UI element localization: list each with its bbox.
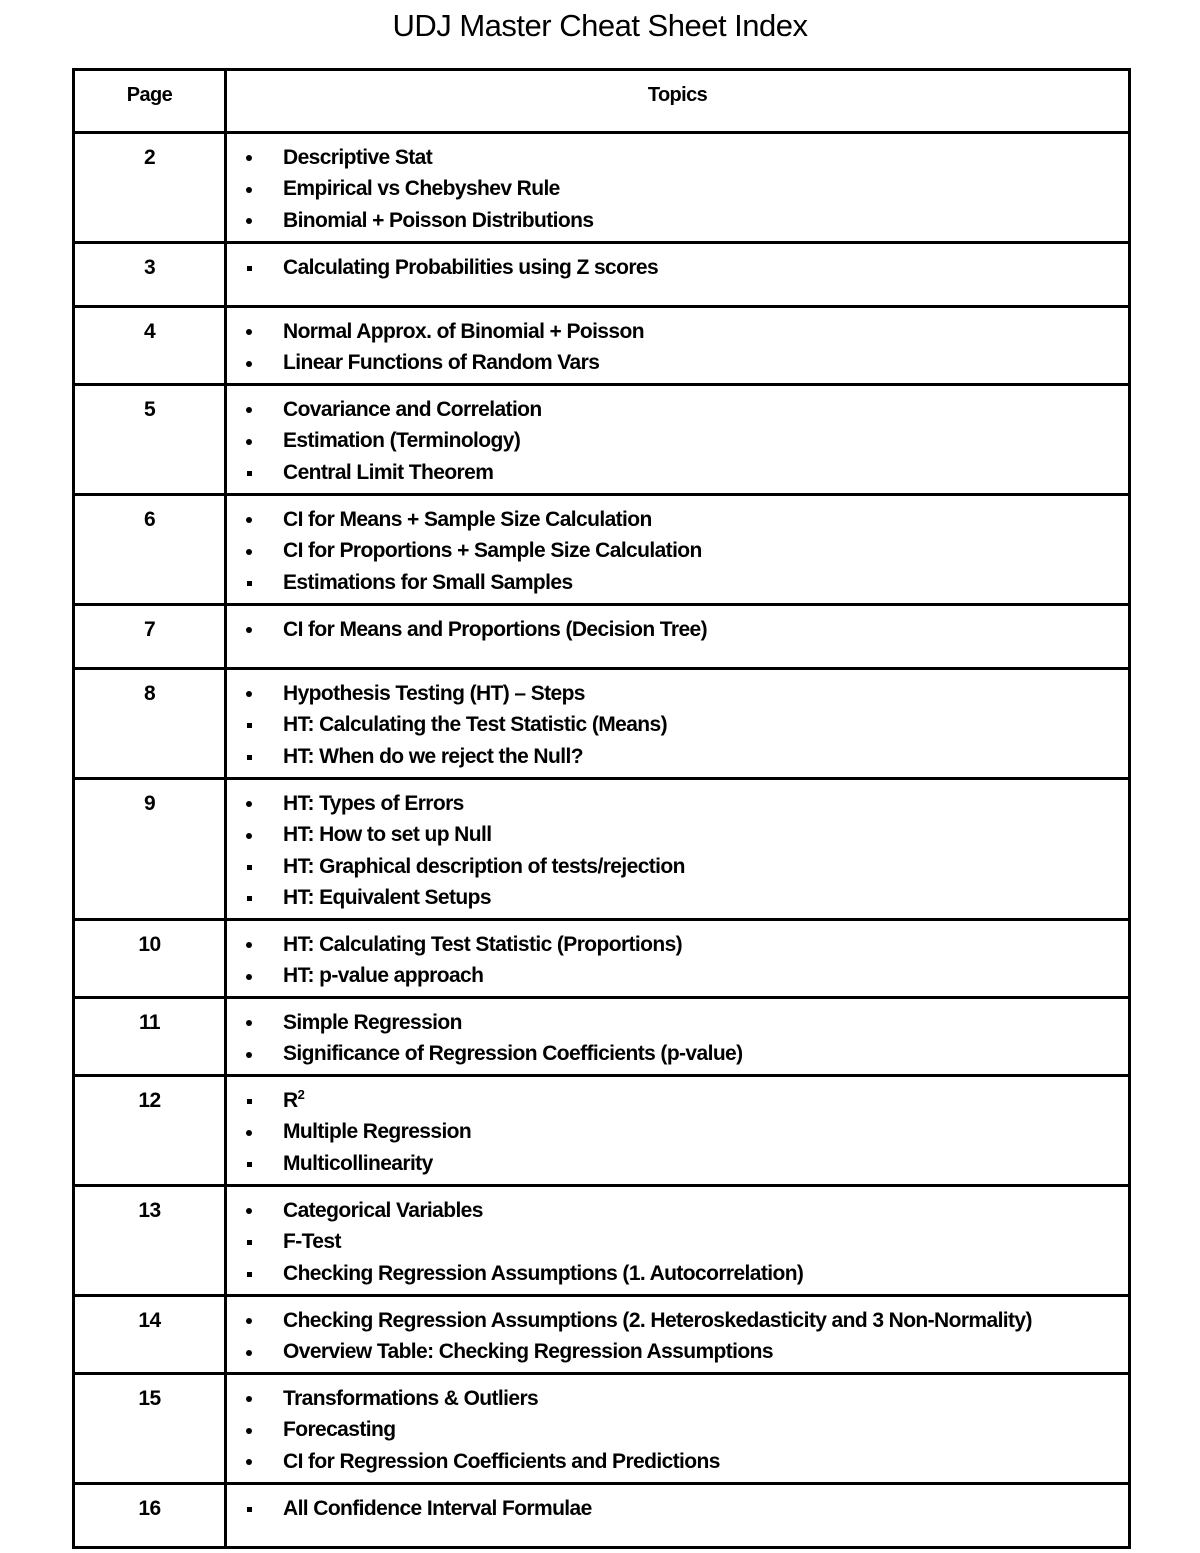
topic-item	[227, 425, 1128, 456]
topics-cell	[226, 605, 1130, 669]
topics-cell	[226, 385, 1130, 495]
topic-label: HT: When do we reject the Null?	[283, 744, 583, 768]
page-number-cell: 11	[74, 998, 226, 1076]
round-bullet-icon	[243, 1195, 255, 1226]
square-bullet-icon	[243, 252, 255, 283]
topic-label: HT: Equivalent Setups	[283, 886, 491, 910]
topic-list	[227, 929, 1128, 992]
topic-list	[227, 1085, 1128, 1179]
topic-label: CI for Means + Sample Size Calculation	[283, 508, 652, 531]
topic-item	[227, 142, 1128, 173]
topics-cell	[226, 998, 1130, 1076]
topic-item	[227, 252, 1128, 283]
round-bullet-icon	[243, 614, 255, 645]
topic-item	[227, 567, 1128, 598]
topic-item	[227, 741, 1128, 772]
round-bullet-icon	[243, 173, 255, 204]
topic-label: Empirical vs Chebyshev Rule	[283, 177, 560, 201]
round-bullet-icon	[243, 1007, 255, 1038]
topic-label: Binomial + Poisson Distributions	[283, 208, 594, 232]
index-table	[72, 68, 1131, 1549]
topic-item	[227, 205, 1128, 236]
square-bullet-icon	[243, 1226, 255, 1257]
topics-cell	[226, 1186, 1130, 1296]
topic-label: CI for Means and Proportions (Decision Tree)	[283, 618, 708, 641]
table-row	[74, 1374, 1130, 1484]
topics-cell	[226, 133, 1130, 243]
topic-item	[227, 173, 1128, 204]
table-row	[74, 307, 1130, 385]
round-bullet-icon	[243, 1414, 255, 1445]
table-row	[74, 669, 1130, 779]
topic-item	[227, 1258, 1128, 1289]
topic-item	[227, 1493, 1128, 1524]
round-bullet-icon	[243, 425, 255, 456]
topic-list	[227, 1493, 1128, 1524]
topic-label: Categorical Variables	[283, 1199, 483, 1222]
topic-list	[227, 678, 1128, 772]
table-row	[74, 385, 1130, 495]
topic-label: Descriptive Stat	[283, 146, 433, 169]
square-bullet-icon	[243, 1148, 255, 1179]
topic-list	[227, 316, 1128, 379]
round-bullet-icon	[243, 205, 255, 236]
topic-label: HT: Calculating the Test Statistic (Means)	[283, 713, 667, 737]
page-number-cell: 2	[74, 133, 226, 243]
topic-item	[227, 1446, 1128, 1477]
page-number-cell: 7	[74, 605, 226, 669]
table-row	[74, 495, 1130, 605]
topic-item	[227, 960, 1128, 991]
topic-item	[227, 1336, 1128, 1367]
topic-label: F-Test	[283, 1230, 341, 1254]
topic-item	[227, 1414, 1128, 1445]
topic-item	[227, 1195, 1128, 1226]
topic-item	[227, 819, 1128, 850]
topic-list	[227, 504, 1128, 598]
topic-label: Calculating Probabilities using Z scores	[283, 256, 659, 279]
topic-label: R	[283, 1089, 298, 1112]
topic-label: All Confidence Interval Formulae	[283, 1497, 592, 1520]
topic-list	[227, 142, 1128, 236]
round-bullet-icon	[243, 535, 255, 566]
topic-list	[227, 1383, 1128, 1477]
page-number-cell: 13	[74, 1186, 226, 1296]
topics-column-header: Topics	[226, 70, 1130, 133]
round-bullet-icon	[243, 1305, 255, 1336]
table-row	[74, 1296, 1130, 1374]
topic-item	[227, 1305, 1128, 1336]
topics-cell	[226, 1296, 1130, 1374]
topics-cell	[226, 1374, 1130, 1484]
topic-list	[227, 614, 1128, 645]
topics-cell	[226, 307, 1130, 385]
square-bullet-icon	[243, 709, 255, 740]
table-row	[74, 1484, 1130, 1548]
table-row	[74, 133, 1130, 243]
topic-list	[227, 1195, 1128, 1289]
topic-label: Forecasting	[283, 1418, 396, 1442]
topic-list	[227, 394, 1128, 488]
topic-item	[227, 678, 1128, 709]
round-bullet-icon	[243, 1116, 255, 1147]
topic-label: Hypothesis Testing (HT) – Steps	[283, 682, 585, 705]
topics-cell	[226, 779, 1130, 920]
page-title: UDJ Master Cheat Sheet Index	[392, 8, 808, 43]
table-row	[74, 998, 1130, 1076]
square-bullet-icon	[243, 882, 255, 913]
topic-item	[227, 316, 1128, 347]
page-number-cell: 16	[74, 1484, 226, 1548]
page-number-cell: 10	[74, 920, 226, 998]
topic-item	[227, 1226, 1128, 1257]
topic-item	[227, 1148, 1128, 1179]
topic-item	[227, 1085, 1128, 1116]
round-bullet-icon	[243, 678, 255, 709]
topic-label: Central Limit Theorem	[283, 460, 494, 484]
round-bullet-icon	[243, 394, 255, 425]
round-bullet-icon	[243, 819, 255, 850]
topic-item	[227, 1383, 1128, 1414]
page-number-cell: 6	[74, 495, 226, 605]
topic-item	[227, 535, 1128, 566]
topic-item	[227, 851, 1128, 882]
topic-label: Multicollinearity	[283, 1151, 433, 1175]
topics-cell	[226, 243, 1130, 307]
page-number-cell: 12	[74, 1076, 226, 1186]
table-row	[74, 243, 1130, 307]
topic-label: HT: Types of Errors	[283, 792, 464, 815]
topic-item	[227, 457, 1128, 488]
table-row	[74, 1076, 1130, 1186]
round-bullet-icon	[243, 1336, 255, 1367]
square-bullet-icon	[243, 741, 255, 772]
topic-label: HT: Calculating Test Statistic (Proportions)	[283, 933, 683, 956]
round-bullet-icon	[243, 142, 255, 173]
square-bullet-icon	[243, 1258, 255, 1289]
topic-list	[227, 1007, 1128, 1070]
topic-item	[227, 788, 1128, 819]
round-bullet-icon	[243, 1383, 255, 1414]
round-bullet-icon	[243, 929, 255, 960]
topic-label: Checking Regression Assumptions (2. Heteroskedasticity and 3 Non-Normality)	[283, 1309, 1032, 1332]
round-bullet-icon	[243, 1038, 255, 1069]
topic-item	[227, 1116, 1128, 1147]
topic-label: Linear Functions of Random Vars	[283, 351, 600, 375]
topic-label: Multiple Regression	[283, 1120, 472, 1144]
page-number-cell: 4	[74, 307, 226, 385]
table-header-row	[74, 70, 1130, 133]
topic-label: Estimations for Small Samples	[283, 570, 573, 594]
topic-item	[227, 1038, 1128, 1069]
round-bullet-icon	[243, 788, 255, 819]
topic-label: Normal Approx. of Binomial + Poisson	[283, 320, 644, 343]
index-table-body	[74, 133, 1130, 1548]
table-row	[74, 605, 1130, 669]
round-bullet-icon	[243, 1446, 255, 1477]
square-bullet-icon	[243, 1493, 255, 1524]
topic-label: Simple Regression	[283, 1011, 462, 1034]
topic-item	[227, 709, 1128, 740]
topic-list	[227, 788, 1128, 914]
topics-cell	[226, 495, 1130, 605]
topic-item	[227, 882, 1128, 913]
table-row	[74, 920, 1130, 998]
topic-label: CI for Proportions + Sample Size Calculation	[283, 539, 702, 563]
topic-item	[227, 1007, 1128, 1038]
table-row	[74, 1186, 1130, 1296]
topic-label: Checking Regression Assumptions (1. Autocorrelation)	[283, 1261, 804, 1285]
table-row	[74, 779, 1130, 920]
round-bullet-icon	[243, 504, 255, 535]
page-number-cell: 14	[74, 1296, 226, 1374]
square-bullet-icon	[243, 457, 255, 488]
topic-item	[227, 347, 1128, 378]
superscript: 2	[297, 1087, 305, 1102]
topic-item	[227, 929, 1128, 960]
topics-cell	[226, 1076, 1130, 1186]
topic-label: HT: Graphical description of tests/rejection	[283, 854, 685, 878]
round-bullet-icon	[243, 347, 255, 378]
topic-label: Transformations & Outliers	[283, 1387, 539, 1410]
square-bullet-icon	[243, 1085, 255, 1116]
topic-label: Estimation (Terminology)	[283, 429, 521, 453]
page-number-cell: 15	[74, 1374, 226, 1484]
round-bullet-icon	[243, 316, 255, 347]
topic-label: CI for Regression Coefficients and Predictions	[283, 1449, 720, 1473]
square-bullet-icon	[243, 567, 255, 598]
topics-cell	[226, 1484, 1130, 1548]
topics-cell	[226, 669, 1130, 779]
topic-label: HT: p-value approach	[283, 964, 484, 988]
page-number-cell: 8	[74, 669, 226, 779]
topic-label: Overview Table: Checking Regression Assumptions	[283, 1340, 773, 1364]
topic-item	[227, 394, 1128, 425]
topic-item	[227, 614, 1128, 645]
topic-item	[227, 504, 1128, 535]
topic-list	[227, 1305, 1128, 1368]
topic-label: Covariance and Correlation	[283, 398, 542, 421]
topic-label: HT: How to set up Null	[283, 823, 492, 847]
page-number-cell: 9	[74, 779, 226, 920]
round-bullet-icon	[243, 960, 255, 991]
square-bullet-icon	[243, 851, 255, 882]
page-column-header: Page	[74, 70, 226, 133]
topic-label: Significance of Regression Coefficients (p-value)	[283, 1042, 743, 1066]
page-number-cell: 5	[74, 385, 226, 495]
topic-list	[227, 252, 1128, 283]
page-number-cell: 3	[74, 243, 226, 307]
topics-cell	[226, 920, 1130, 998]
